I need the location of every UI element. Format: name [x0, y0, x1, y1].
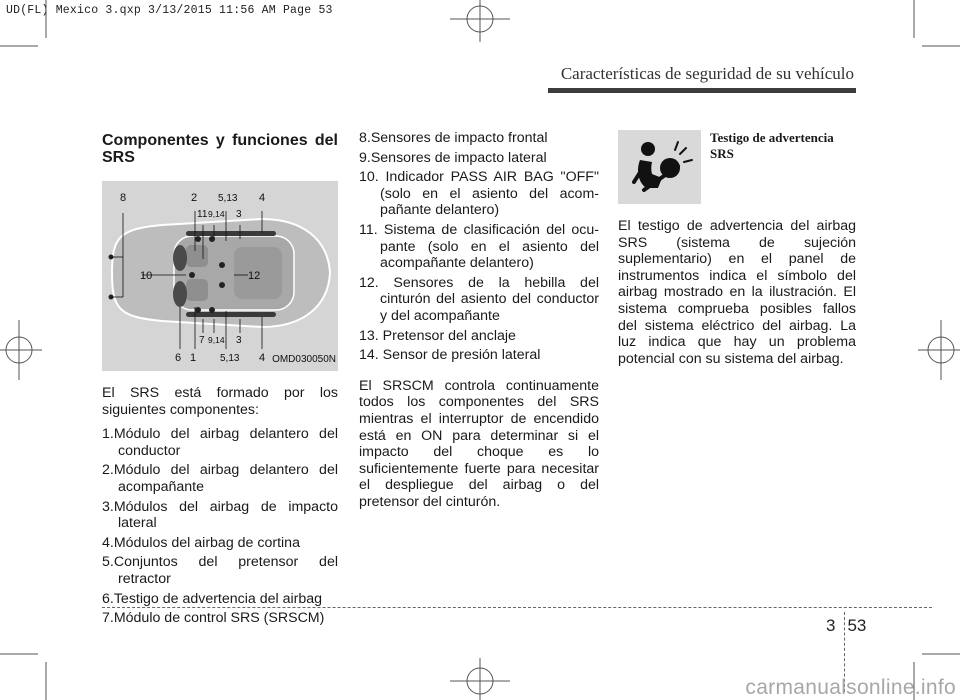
- component-item: 12. Sensores de la hebilla del cinturón del asiento del conductor y del acompañante: [359, 274, 599, 324]
- component-item: 14. Sensor de presión lateral: [359, 347, 541, 364]
- fig-label: 4: [259, 352, 266, 364]
- airbag-warning-icon: [618, 130, 701, 204]
- fig-label: 11: [197, 209, 208, 220]
- warning-icon-panel: [618, 130, 701, 204]
- fig-label: 2: [191, 192, 198, 204]
- component-item: 11. Sistema de clasificación del ocu- pante (solo en el asiento del acompañante delantero): [359, 221, 599, 272]
- fig-label: 7: [199, 335, 205, 346]
- watermark: carmanualsonline.info: [745, 676, 956, 699]
- component-item: 1.Módulo del airbag delantero del conductor: [102, 426, 338, 459]
- component-item: 4.Módulos del airbag de cortina: [102, 534, 300, 551]
- fig-label: 3: [236, 335, 242, 346]
- warning-light-block: [618, 130, 856, 208]
- column-3: [618, 130, 856, 375]
- fig-label: 4: [259, 192, 266, 204]
- component-item: 6.Testigo de advertencia del airbag: [102, 590, 323, 607]
- fig-label: 5,13: [220, 353, 240, 364]
- warning-light-title: Testigo de advertencia SRS: [710, 130, 834, 161]
- fig-label: 9,14: [208, 335, 225, 345]
- car-topview-illustration: [102, 181, 338, 371]
- footer-rule: [102, 607, 932, 608]
- fig-label: 6: [175, 352, 182, 364]
- warning-light-paragraph: El testigo de advertencia del airbag SRS (sistema de sujeción suplementario) en el panel de instrumentos indica el símbolo del airbag mostrado en la ilustración. El sistema comprueba posibles fallos del sistema eléctrico del airbag. La luz indica que hay un problema potencial con su sistema del airbag.: [618, 218, 856, 367]
- fig-label: 8: [120, 192, 127, 204]
- component-item: 7.Módulo de control SRS (SRSCM): [102, 610, 325, 627]
- component-item: 3.Módulos del airbag de impacto lateral: [102, 498, 338, 532]
- fig-label: 12: [248, 270, 261, 282]
- component-item: 2.Módulo del airbag delantero del acompañante: [102, 462, 338, 495]
- fig-label: 1: [190, 352, 197, 364]
- chapter-header-title: Características de seguridad de su vehículo: [560, 64, 854, 83]
- section-title: Componentes y funciones del SRS: [102, 132, 338, 166]
- fig-label: 5,13: [218, 193, 238, 204]
- figure-code: OMD030050N: [272, 354, 336, 366]
- fig-label: 3: [236, 209, 242, 220]
- component-item: 5.Conjuntos del pretensor del retractor: [102, 554, 338, 587]
- fig-label: 9,14: [208, 209, 225, 219]
- component-item: 8.Sensores de impacto frontal: [359, 130, 548, 146]
- print-slug: UD(FL) Mexico 3.qxp 3/13/2015 11:56 AM Page 53: [6, 4, 333, 17]
- srs-component-diagram: [102, 181, 338, 371]
- chapter-number: 3: [826, 616, 836, 635]
- component-item: 9.Sensores de impacto lateral: [359, 149, 547, 166]
- component-item: 13. Pretensor del anclaje: [359, 327, 516, 344]
- page-number: [826, 616, 866, 636]
- column-2: [359, 130, 599, 518]
- component-item: 10. Indicador PASS AIR BAG "OFF" (solo en el asiento del acom- pañante delantero): [359, 169, 599, 219]
- intro-paragraph: El SRS está formado por los siguientes componentes:: [102, 385, 338, 418]
- header-rule: [548, 88, 856, 93]
- column-1: [102, 132, 338, 630]
- page-number-value: 53: [847, 616, 867, 635]
- srscm-paragraph: El SRSCM controla continuamente todos los componentes del SRS mientras el interruptor de encendido está en ON para determinar si el impacto del choque es lo suficientemente fuerte para necesitar el despliegue del airbag o del pretensor del cinturón.: [359, 377, 599, 510]
- fig-label: 10: [140, 270, 153, 282]
